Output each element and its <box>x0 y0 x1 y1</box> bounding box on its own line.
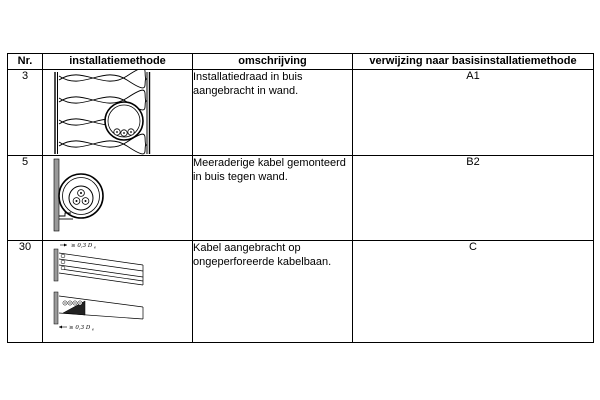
cable-tray-icon <box>43 241 193 342</box>
conduit-in-insulated-wall-icon <box>43 70 193 155</box>
spacing-label-lower: ≥ 0,3 D <box>69 325 91 331</box>
row-nr: 3 <box>8 70 43 156</box>
table-header-row <box>8 54 594 70</box>
spacing-subscript-upper: e <box>94 245 97 250</box>
spacing-label-upper: ≥ 0,3 D <box>71 243 93 249</box>
conduit-on-wall-icon <box>43 156 193 240</box>
row-nr: 5 <box>8 156 43 241</box>
method-illustration-cell <box>43 241 193 343</box>
table-row <box>8 156 594 241</box>
table-row <box>8 241 594 343</box>
header-reference: verwijzing naar basisinstallatiemethode <box>353 54 594 70</box>
installation-methods-table <box>7 53 594 343</box>
row-nr: 30 <box>8 241 43 343</box>
method-illustration-cell <box>43 156 193 241</box>
header-description: omschrijving <box>193 54 353 70</box>
row-reference: C <box>353 241 594 343</box>
spacing-subscript-lower: e <box>92 327 95 332</box>
table-row <box>8 70 594 156</box>
row-description: Installatiedraad in buis aangebracht in wand. <box>193 70 353 156</box>
header-installation-method: installatiemethode <box>43 54 193 70</box>
row-reference: B2 <box>353 156 594 241</box>
row-description: Kabel aangebracht op ongeperforeerde kabelbaan. <box>193 241 353 343</box>
method-illustration-cell <box>43 70 193 156</box>
row-reference: A1 <box>353 70 594 156</box>
header-nr: Nr. <box>8 54 43 70</box>
row-description: Meeraderige kabel gemonteerd in buis tegen wand. <box>193 156 353 241</box>
